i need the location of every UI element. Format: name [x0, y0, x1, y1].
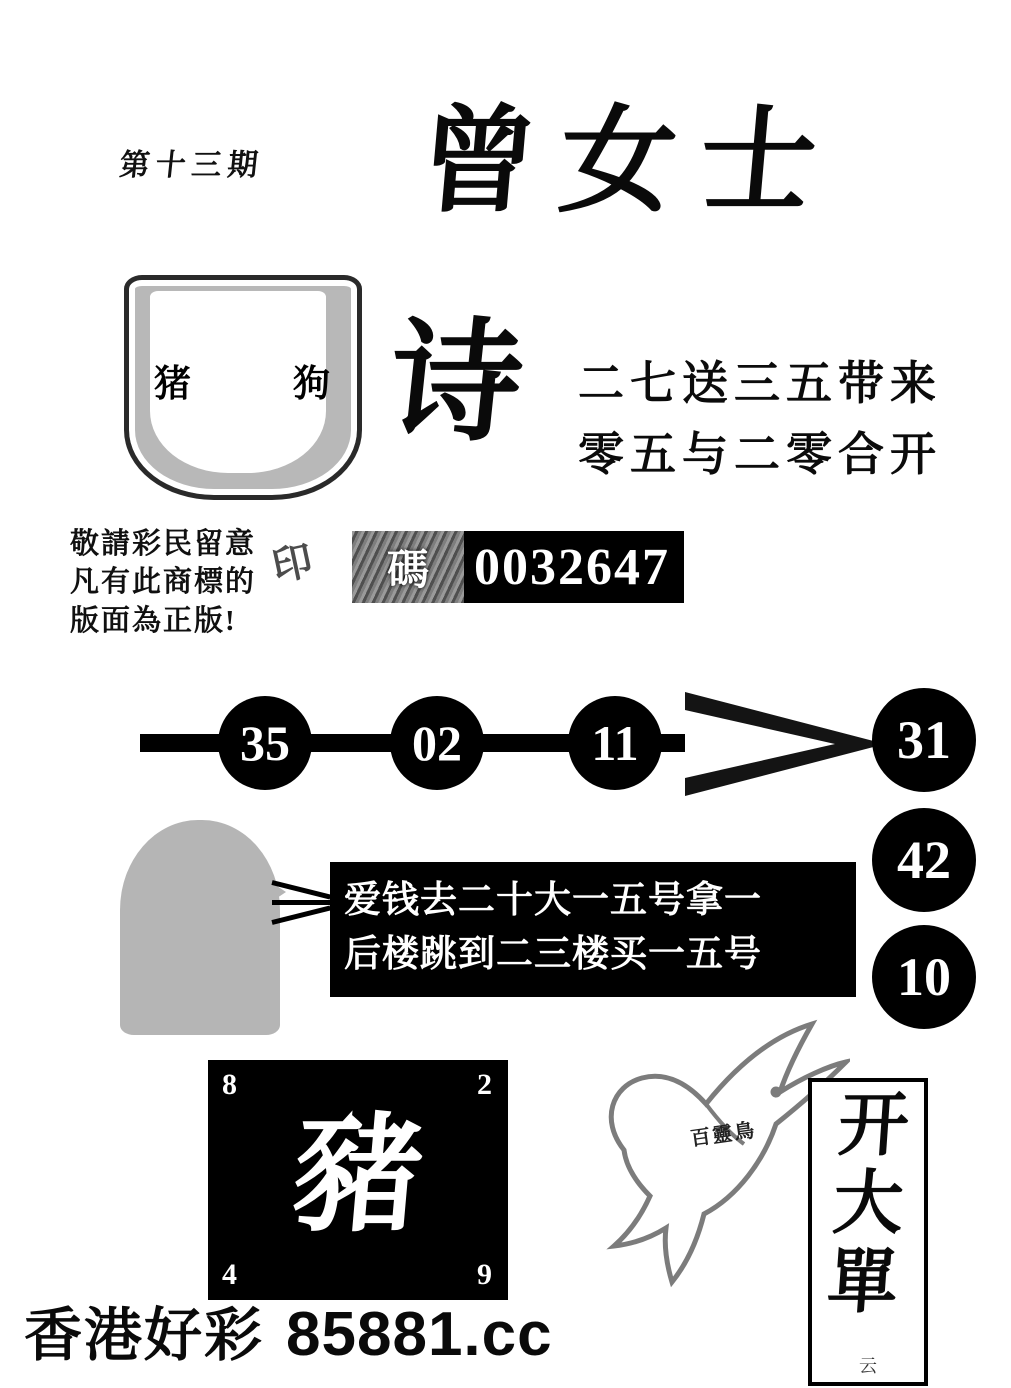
footer-url[interactable]: 85881.cc	[286, 1300, 553, 1369]
notice-line-2: 凡有此商標的	[70, 566, 257, 599]
open-box-seal: 云	[859, 1356, 877, 1376]
message-line-2: 后楼跳到二三楼买一五号	[344, 933, 762, 975]
poem-character: 诗	[382, 310, 530, 457]
number-ball: 35	[218, 696, 312, 790]
page-title: 曾女士	[414, 99, 846, 227]
stamp-icon: 印	[268, 537, 317, 590]
notice-line-3: 版面為正版!	[70, 604, 237, 637]
zodiac-bowl-graphic	[124, 275, 352, 490]
card-corner-number: 9	[477, 1258, 492, 1291]
issue-label: 第十三期	[117, 149, 266, 182]
footer-brand: 香港好彩	[24, 1303, 265, 1368]
message-box	[330, 862, 856, 997]
number-ball: 42	[872, 808, 976, 912]
notice-text	[70, 525, 256, 640]
card-corner-number: 8	[222, 1068, 237, 1101]
card-corner-number: 2	[477, 1068, 492, 1101]
poem-line-1: 二七送三五带来	[578, 358, 942, 409]
number-ball: 11	[568, 696, 662, 790]
zodiac-right: 狗	[293, 364, 330, 405]
number-ball: 10	[872, 925, 976, 1029]
poem-line-2: 零五与二零合开	[578, 429, 942, 481]
code-label: 碼	[352, 531, 464, 603]
card-corner-number: 4	[222, 1258, 237, 1291]
pig-character: 豬	[287, 1105, 429, 1247]
pig-card	[208, 1060, 508, 1300]
number-ball: 31	[872, 688, 976, 792]
open-box-characters: 开大單	[824, 1088, 912, 1322]
arrow-head-cut	[685, 710, 835, 778]
speech-lines-icon	[272, 872, 338, 932]
poem-text	[578, 348, 942, 491]
zodiac-left: 猪	[154, 364, 191, 405]
head-silhouette-icon	[120, 820, 280, 1035]
footer	[24, 1288, 553, 1372]
notice-line-1: 敬請彩民留意	[70, 528, 257, 560]
code-bar	[352, 531, 684, 603]
arrow-number-row	[140, 690, 880, 800]
open-big-single-box	[808, 1078, 928, 1386]
bowl-zodiac-list	[154, 353, 330, 407]
code-digits: 0032647	[474, 538, 670, 596]
message-line-1: 爱钱去二十大一五号拿一	[344, 880, 762, 921]
dove-label: 百靈鳥	[689, 1119, 758, 1151]
number-ball: 02	[390, 696, 484, 790]
